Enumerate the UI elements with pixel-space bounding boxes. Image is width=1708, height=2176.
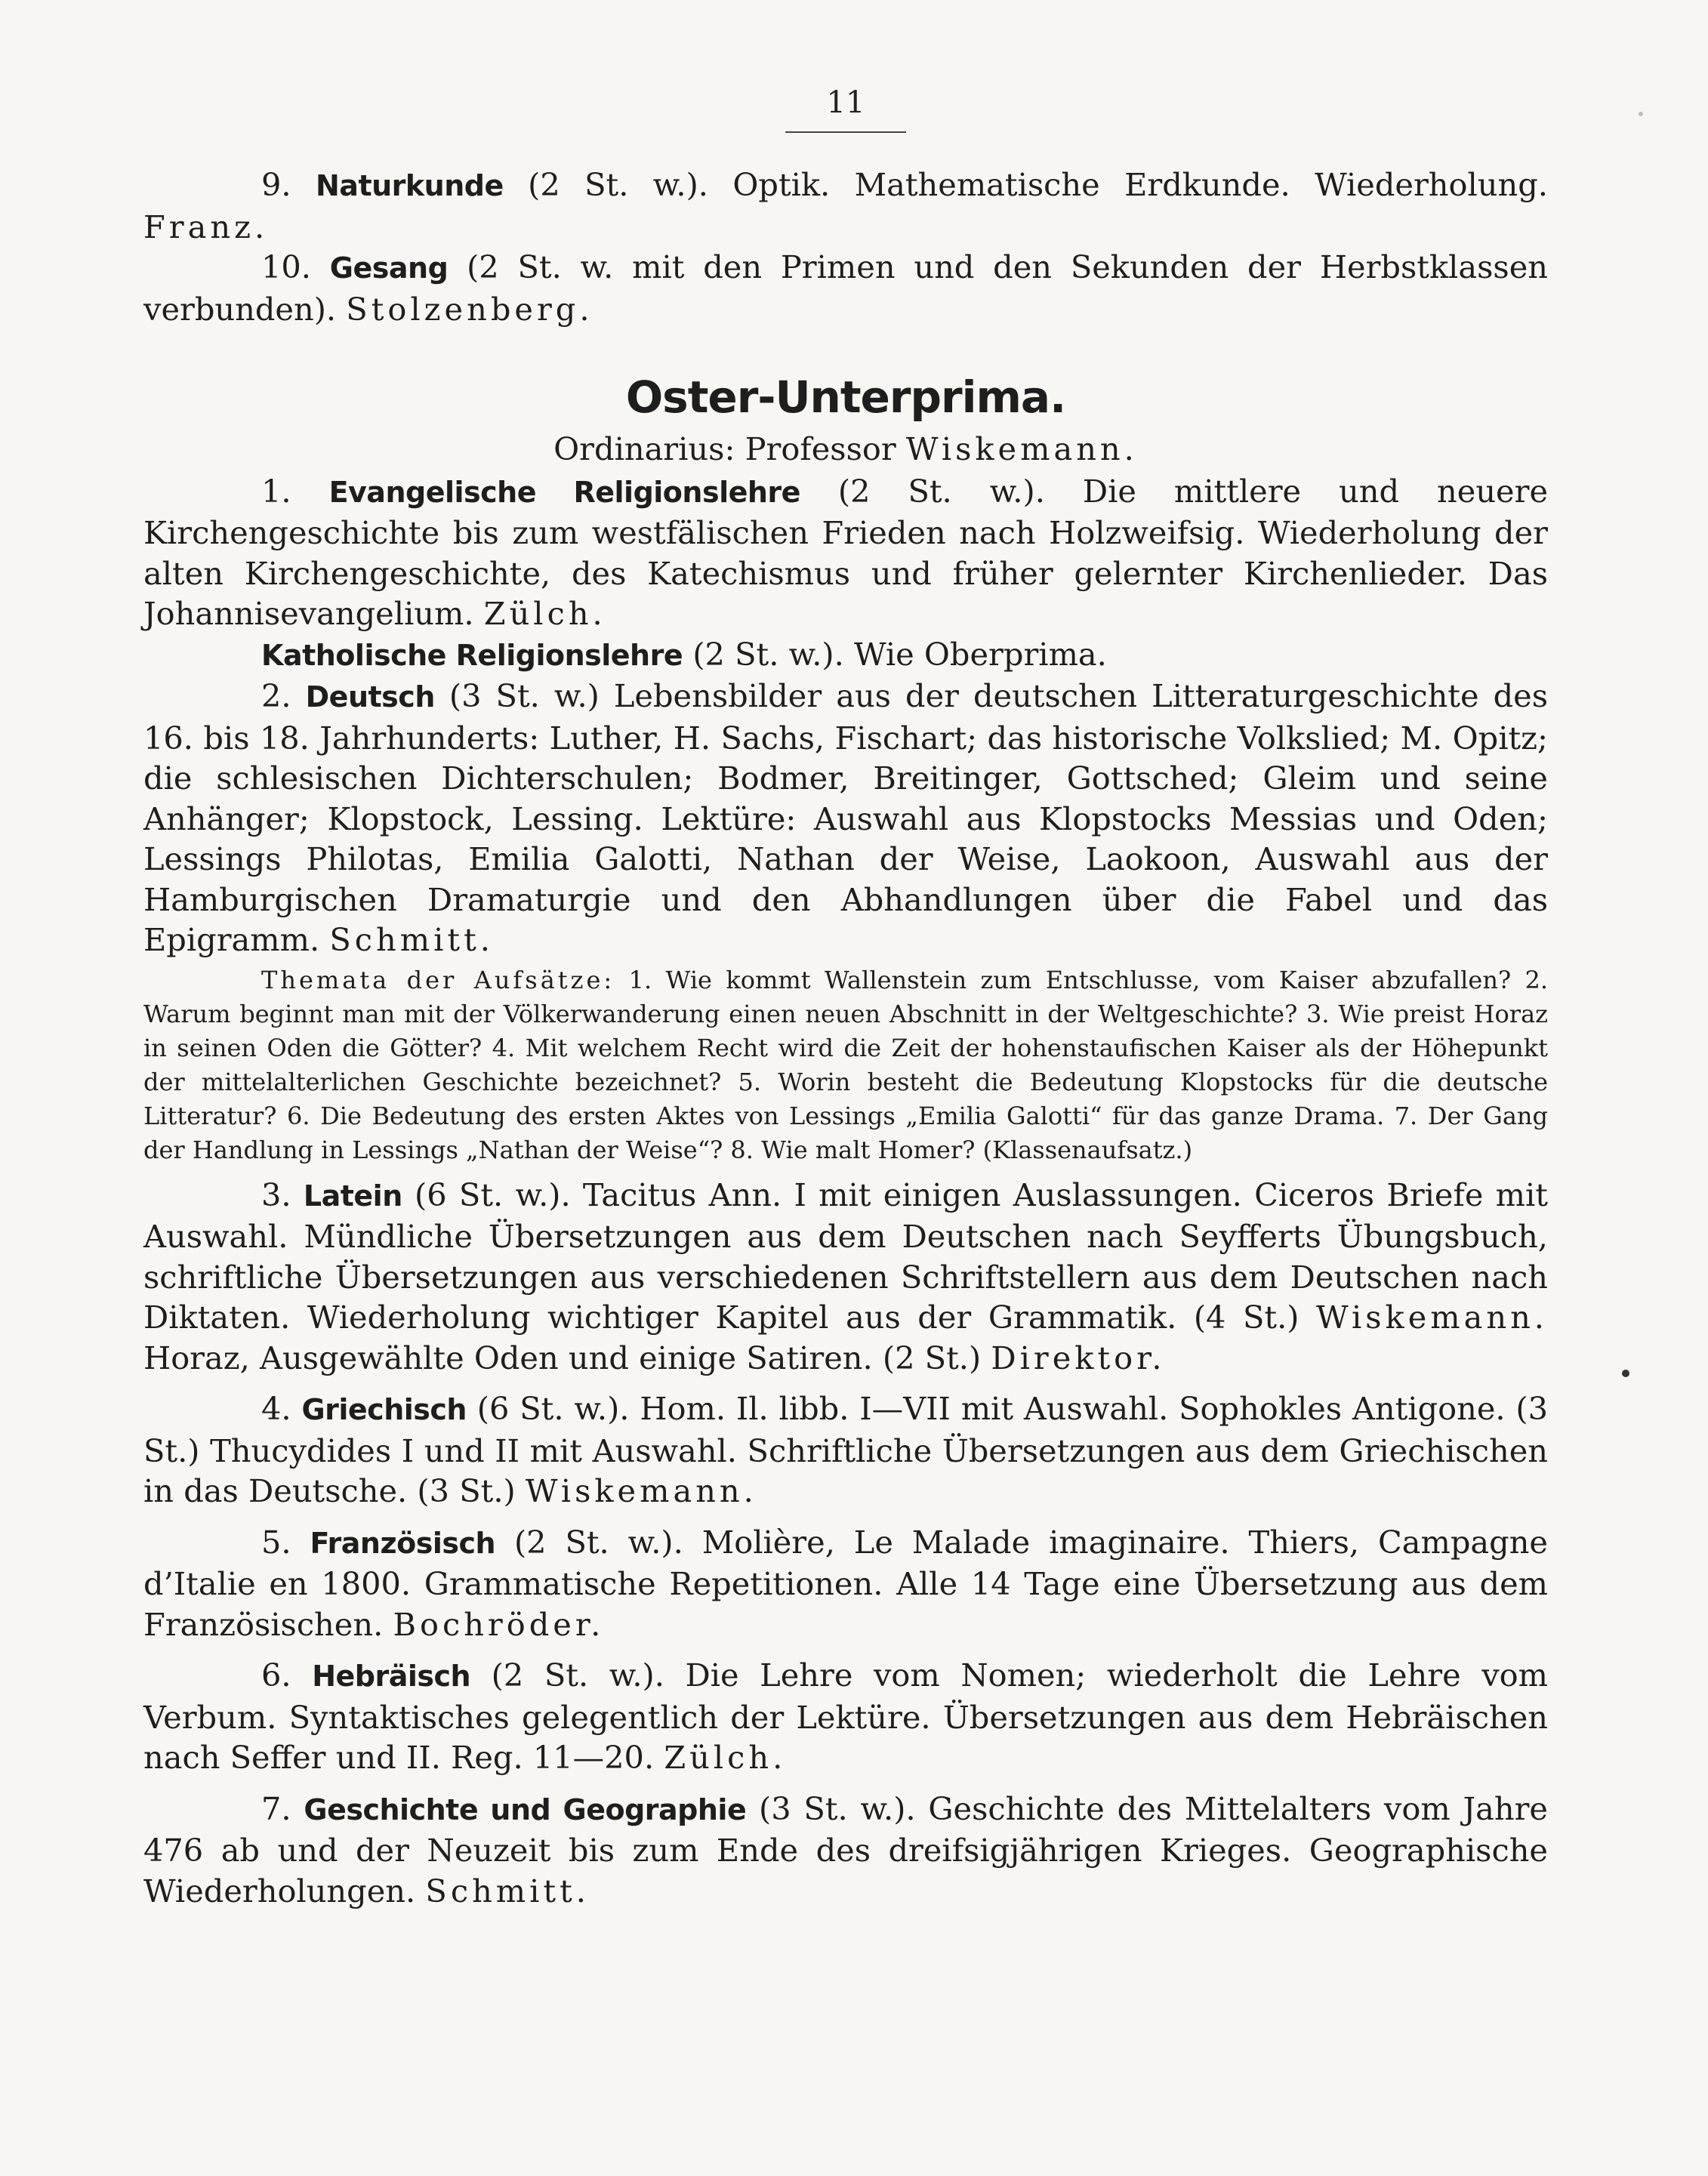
- item-number: 9.: [261, 166, 291, 203]
- paragraph-geschichte-geographie: [143, 1789, 1548, 1912]
- subject-title: Gesang: [329, 251, 449, 285]
- page-number-rule: [785, 131, 906, 133]
- paragraph-griechisch: [143, 1389, 1548, 1512]
- paragraph-latein: [143, 1175, 1548, 1379]
- subject-text: (6 St. w.). Tacitus Ann. I mit einigen Auslassungen. Ciceros Briefe mit Auswahl. Mündliche Übersetzungen aus dem Deutschen nach Seyfferts Übungsbuch, schriftliche Übersetzungen aus verschiedenen Schriftstellern aus dem Deutschen nach Diktaten. Wiederholung wichtiger Kapitel aus der Grammatik. (4 St.): [143, 1176, 1548, 1336]
- teacher-name: Stolzenberg.: [346, 290, 593, 328]
- ink-speck: [1622, 1370, 1629, 1377]
- subject-text-2: Horaz, Ausgewählte Oden und einige Satiren. (2 St.): [143, 1339, 991, 1376]
- teacher-name: Zülch.: [664, 1739, 787, 1776]
- teacher-name: Schmitt.: [329, 921, 494, 958]
- subject-title: Latein: [303, 1179, 402, 1213]
- section-heading: Oster-Unterprima.: [625, 371, 1066, 423]
- item-number: 1.: [261, 472, 291, 510]
- item-number: 3.: [261, 1176, 291, 1213]
- page-number: 11: [826, 85, 865, 120]
- subject-title: Griechisch: [301, 1393, 467, 1426]
- subject-title: Geschichte und Geographie: [304, 1792, 747, 1826]
- teacher-name: Wiskemann.: [525, 1472, 757, 1509]
- body-text: [143, 165, 1548, 1911]
- subject-text: (2 St. w.). Die Lehre vom Nomen; wiederholt die Lehre vom Verbum. Syntaktisches gelegentlich der Lektüre. Übersetzungen aus dem Hebräischen nach Seffer und II. Reg. 11—20.: [143, 1657, 1548, 1776]
- subject-title: Katholische Religionslehre: [261, 638, 683, 672]
- ink-speck: [1639, 112, 1643, 116]
- paragraph-gesang: [143, 247, 1548, 329]
- teacher-name: Bochröder.: [393, 1605, 605, 1643]
- subject-title: Evangelische Religionslehre: [328, 475, 800, 509]
- themata-text: 1. Wie kommt Wallenstein zum Entschlusse, vom Kaiser abzufallen? 2. Warum beginnt man mit der Völkerwanderung einen neuen Abschnitt in der Weltgeschichte? 3. Wie preist Horaz in seinen Oden die Götter? 4. Mit welchem Recht wird die Zeit der hohenstaufischen Kaiser als der Höhepunkt der mittelalterlichen Geschichte bezeichnet? 5. Worin besteht die Bedeutung Klopstocks für die deutsche Litteratur? 6. Die Bedeutung des ersten Aktes von Lessings „Emilia Galotti“ für das ganze Drama. 7. Der Gang der Handlung in Lessings „Nathan der Weise“? 8. Wie malt Homer? (Klassenaufsatz.): [143, 965, 1549, 1164]
- subject-title: Naturkunde: [316, 169, 504, 202]
- item-number: 5.: [261, 1523, 291, 1561]
- paragraph-evangelische-religionslehre: [143, 471, 1548, 634]
- paragraph-franzoesisch: [143, 1522, 1548, 1645]
- paragraph-deutsch: [143, 676, 1548, 960]
- subject-text: (2 St. w.). Wie Oberprima.: [683, 635, 1107, 673]
- teacher-name: Wiskemann.: [1316, 1299, 1548, 1336]
- item-number: 7.: [261, 1789, 291, 1827]
- subject-text: (2 St. w.). Die mittlere und neuere Kirchengeschichte bis zum westfälischen Frieden nach Holzweifsig. Wiederholung der alten Kirchengeschichte, des Katechismus und früher gelernter Kirchenlieder. Das Johannisevangelium.: [143, 472, 1549, 632]
- item-number: 4.: [261, 1390, 291, 1427]
- ordinarius-name: Wiskemann.: [905, 430, 1138, 467]
- paragraph-naturkunde: [143, 165, 1548, 247]
- teacher-name: Zülch.: [483, 595, 606, 632]
- subject-text: (2 St. w.). Optik. Mathematische Erdkunde. Wiederholung.: [503, 166, 1548, 203]
- item-number: 2.: [261, 677, 291, 714]
- subject-title: Französisch: [310, 1526, 496, 1560]
- teacher-name: Schmitt.: [425, 1872, 590, 1909]
- paragraph-hebraeisch: [143, 1655, 1548, 1778]
- teacher-name-2: Direktor.: [991, 1339, 1166, 1376]
- item-number: 10.: [261, 248, 311, 285]
- paragraph-themata: [143, 963, 1548, 1167]
- paragraph-katholische-religionslehre: [143, 634, 1548, 677]
- themata-label: Themata der Aufsätze:: [261, 965, 615, 994]
- ordinarius-label: Ordinarius: Professor: [553, 430, 906, 467]
- subject-text: (3 St. w.). Geschichte des Mittelalters vom Jahre 476 ab und der Neuzeit bis zum Ende des dreifsigjährigen Krieges. Geographische Wiederholungen.: [143, 1789, 1548, 1909]
- teacher-name: Franz.: [143, 208, 269, 245]
- subject-title: Hebräisch: [312, 1660, 471, 1693]
- subject-title: Deutsch: [305, 680, 435, 714]
- subject-text: (6 St. w.). Hom. Il. libb. I—VII mit Auswahl. Sophokles Antigone. (3 St.) Thucydides I und II mit Auswahl. Schriftliche Übersetzungen aus dem Griechischen in das Deutsche. (3 St.): [143, 1390, 1548, 1509]
- document-page: [143, 0, 1548, 2176]
- subject-text: (2 St. w.). Molière, Le Malade imaginaire. Thiers, Campagne d’Italie en 1800. Grammatische Repetitionen. Alle 14 Tage eine Übersetzung aus dem Französischen.: [143, 1523, 1548, 1643]
- ordinarius-line: [143, 429, 1548, 470]
- subject-text: (3 St. w.) Lebensbilder aus der deutschen Litteraturgeschichte des 16. bis 18. Jahrhunderts: Luther, H. Sachs, Fischart; das historische Volkslied; M. Opitz; die schlesischen Dichterschulen; Bodmer, Breitinger, Gottsched; Gleim und seine Anhänger; Klopstock, Lessing. Lektüre: Auswahl aus Klopstocks Messias und Oden; Lessings Philotas, Emilia Galotti, Nathan der Weise, Laokoon, Auswahl aus der Hamburgischen Dramaturgie und den Abhandlungen über die Fabel und das Epigramm.: [143, 677, 1548, 958]
- item-number: 6.: [261, 1657, 291, 1694]
- subject-text: (2 St. w. mit den Primen und den Sekunden der Herbstklassen verbunden).: [143, 248, 1548, 328]
